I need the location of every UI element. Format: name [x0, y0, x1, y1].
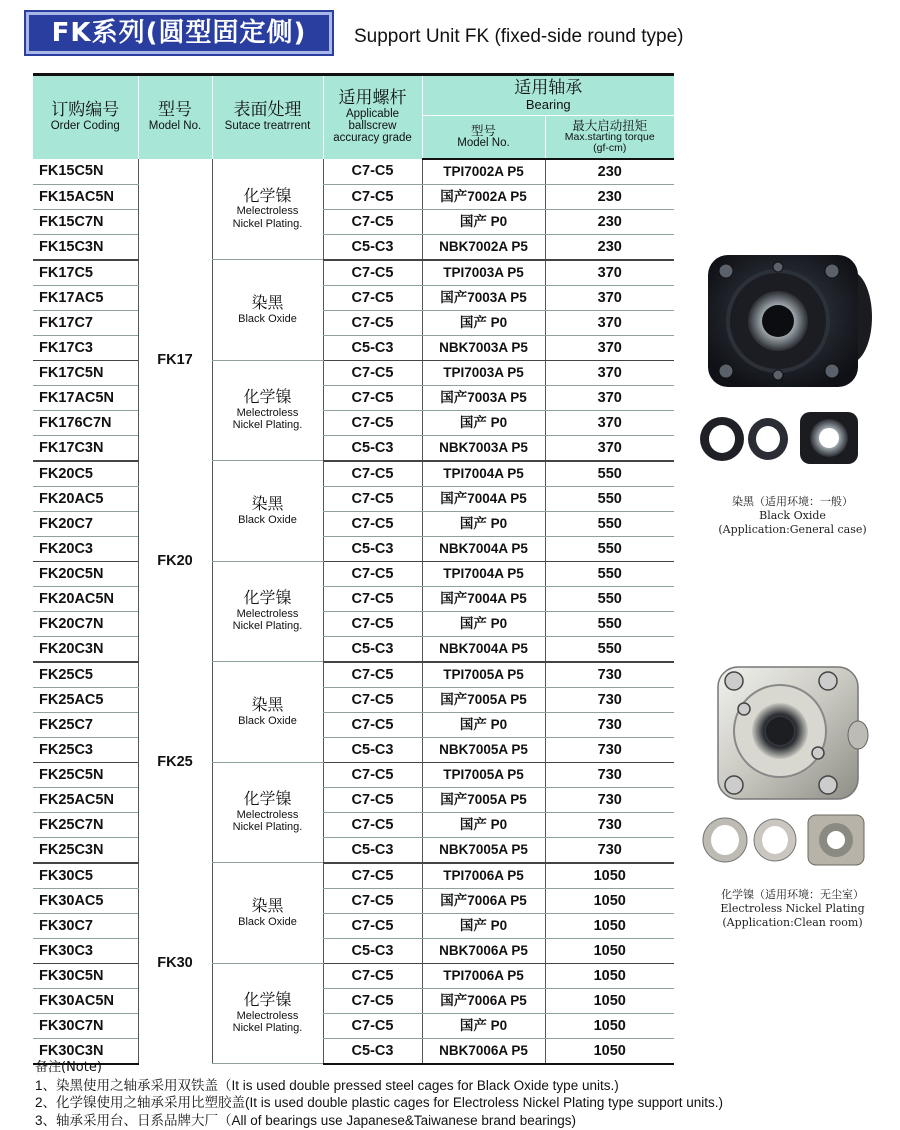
surface-name-zh: 化学镍	[243, 588, 292, 608]
torque-cell: 1050	[545, 888, 674, 913]
torque-cell: 370	[545, 410, 674, 435]
surface-name-en: Melectroless	[236, 607, 299, 620]
surface-name-en: Nickel Plating.	[232, 217, 303, 230]
grade-cell: C5-C3	[323, 938, 422, 963]
torque-cell: 730	[545, 837, 674, 863]
order-code-cell: FK30C3N	[33, 1038, 138, 1064]
table-row	[33, 963, 674, 988]
order-code-cell: FK20C7	[33, 511, 138, 536]
torque-cell: 230	[545, 209, 674, 234]
table-row	[33, 511, 674, 536]
torque-cell: 230	[545, 159, 674, 185]
torque-cell: 370	[545, 310, 674, 335]
bearing-model-cell: 国产7006A P5	[422, 988, 545, 1013]
table-row	[33, 385, 674, 410]
torque-cell: 550	[545, 511, 674, 536]
table-row	[33, 335, 674, 360]
table-row	[33, 662, 674, 688]
grade-cell: C7-C5	[323, 787, 422, 812]
surface-name-en: Nickel Plating.	[232, 419, 303, 432]
bearing-model-cell: 国产 P0	[422, 812, 545, 837]
order-code-cell: FK30C3	[33, 938, 138, 963]
torque-cell: 550	[545, 586, 674, 611]
black-oxide-unit-image	[700, 247, 885, 477]
grade-cell: C7-C5	[323, 712, 422, 737]
bearing-model-cell: NBK7005A P5	[422, 837, 545, 863]
torque-cell: 1050	[545, 863, 674, 889]
black-oxide-caption-zh: 染黑（适用环境：一般）	[732, 495, 853, 508]
torque-cell: 1050	[545, 963, 674, 988]
table-row	[33, 837, 674, 863]
order-code-cell: FK30C7	[33, 913, 138, 938]
torque-cell: 1050	[545, 988, 674, 1013]
order-code-cell: FK176C7N	[33, 410, 138, 435]
surface-name-zh: 染黑	[251, 896, 284, 916]
table-row	[33, 410, 674, 435]
table-row	[33, 285, 674, 310]
order-code-cell: FK25AC5	[33, 687, 138, 712]
grade-cell: C7-C5	[323, 486, 422, 511]
grade-cell: C5-C3	[323, 837, 422, 863]
order-code-cell: FK20AC5N	[33, 586, 138, 611]
table-row	[33, 1013, 674, 1038]
order-code-cell: FK25C7N	[33, 812, 138, 837]
bearing-model-cell: TPI7006A P5	[422, 863, 545, 889]
surface-treatment-cell	[212, 260, 323, 361]
order-code-cell: FK17C3	[33, 335, 138, 360]
torque-cell: 550	[545, 536, 674, 561]
bearing-model-cell: TPI7004A P5	[422, 561, 545, 586]
table-row	[33, 988, 674, 1013]
order-code-cell: FK30AC5N	[33, 988, 138, 1013]
grade-cell: C7-C5	[323, 913, 422, 938]
grade-cell: C7-C5	[323, 511, 422, 536]
torque-cell: 550	[545, 636, 674, 662]
surface-name-en: Black Oxide	[238, 915, 297, 928]
surface-name-zh: 染黑	[251, 695, 284, 715]
table-row	[33, 260, 674, 286]
surface-treatment-cell	[212, 360, 323, 461]
header-ballscrew-grade: 适用螺杆 Applicable ballscrew accuracy grade	[323, 75, 422, 159]
torque-cell: 730	[545, 662, 674, 688]
table-row	[33, 310, 674, 335]
order-code-cell: FK15C5N	[33, 159, 138, 185]
order-code-cell: FK20C5N	[33, 561, 138, 586]
order-code-cell: FK25C3	[33, 737, 138, 762]
surface-name-zh: 染黑	[251, 293, 284, 313]
order-code-cell: FK30C5N	[33, 963, 138, 988]
order-code-cell: FK17C3N	[33, 435, 138, 461]
grade-cell: C7-C5	[323, 888, 422, 913]
bearing-model-cell: NBK7003A P5	[422, 335, 545, 360]
torque-cell: 730	[545, 762, 674, 787]
header-bearing: 适用轴承 Bearing	[422, 75, 674, 116]
model-cell	[138, 159, 212, 260]
table-row	[33, 586, 674, 611]
order-code-cell: FK17C5	[33, 260, 138, 286]
table-row	[33, 536, 674, 561]
bearing-model-cell: TPI7006A P5	[422, 963, 545, 988]
surface-name-en: Melectroless	[236, 205, 299, 218]
table-row	[33, 435, 674, 461]
model-cell: FK25	[138, 662, 212, 863]
table-row	[33, 913, 674, 938]
grade-cell: C7-C5	[323, 310, 422, 335]
order-code-cell: FK20AC5	[33, 486, 138, 511]
grade-cell: C7-C5	[323, 461, 422, 487]
surface-treatment-cell	[212, 461, 323, 562]
surface-name-en: Black Oxide	[238, 714, 297, 727]
note-line-1: 1、染黑使用之轴承采用双铁盖（It is used double pressed steel cages for Black Oxide type units.)	[35, 1077, 619, 1093]
surface-name-en: Melectroless	[236, 406, 299, 419]
table-row	[33, 938, 674, 963]
grade-cell: C7-C5	[323, 385, 422, 410]
header-surface: 表面处理 Sutace treatrrent	[212, 75, 323, 159]
surface-name-zh: 化学镍	[243, 185, 292, 205]
table-row	[33, 812, 674, 837]
bearing-model-cell: 国产 P0	[422, 1013, 545, 1038]
header-starting-torque: 最大启动扭矩 Max.starting torque (gf-cm)	[545, 116, 674, 159]
surface-name-en: Melectroless	[236, 808, 299, 821]
bearing-model-cell: 国产7002A P5	[422, 184, 545, 209]
bearing-model-cell: 国产7003A P5	[422, 285, 545, 310]
spec-table	[33, 73, 674, 1065]
table-row	[33, 636, 674, 662]
series-title-badge: FK系列(圆型固定侧)	[26, 12, 332, 54]
black-oxide-caption-app: (Application:General case)	[718, 523, 867, 536]
table-row	[33, 159, 674, 185]
bearing-model-cell: NBK7004A P5	[422, 636, 545, 662]
note-line-2: 2、化学镍使用之轴承采用比塑胶盖(It is used double plastic cages for Electroless Nickel Plating type support units.)	[35, 1095, 723, 1110]
torque-cell: 730	[545, 737, 674, 762]
header-bearing-model: 型号 Model No.	[422, 116, 545, 159]
bearing-model-cell: 国产7003A P5	[422, 385, 545, 410]
torque-cell: 730	[545, 787, 674, 812]
order-code-cell: FK17C5N	[33, 360, 138, 385]
order-code-cell: FK17AC5	[33, 285, 138, 310]
grade-cell: C7-C5	[323, 410, 422, 435]
table-row	[33, 209, 674, 234]
table-row	[33, 461, 674, 487]
order-code-cell: FK30AC5	[33, 888, 138, 913]
note-line-3: 3、轴承采用台、日系品牌大厂（All of bearings use Japanese&Taiwanese brand bearings)	[35, 1112, 576, 1128]
bearing-model-cell: TPI7002A P5	[422, 159, 545, 185]
header-model: 型号 Model No.	[138, 75, 212, 159]
torque-cell: 370	[545, 335, 674, 360]
bearing-model-cell: 国产 P0	[422, 410, 545, 435]
surface-name-en: Black Oxide	[238, 513, 297, 526]
model-cell: FK17	[138, 260, 212, 461]
bearing-model-cell: 国产7006A P5	[422, 888, 545, 913]
bearing-model-cell: TPI7003A P5	[422, 260, 545, 286]
torque-cell: 1050	[545, 913, 674, 938]
order-code-cell: FK15C3N	[33, 234, 138, 260]
bearing-model-cell: TPI7005A P5	[422, 762, 545, 787]
order-code-cell: FK25AC5N	[33, 787, 138, 812]
bearing-model-cell: TPI7004A P5	[422, 461, 545, 487]
surface-treatment-cell	[212, 662, 323, 763]
grade-cell: C7-C5	[323, 260, 422, 286]
grade-cell: C7-C5	[323, 561, 422, 586]
notes	[35, 1059, 723, 1129]
grade-cell: C5-C3	[323, 335, 422, 360]
torque-cell: 1050	[545, 938, 674, 963]
notes-title: 备注(Note)	[35, 1060, 102, 1075]
grade-cell: C5-C3	[323, 636, 422, 662]
bearing-model-cell: NBK7002A P5	[422, 234, 545, 260]
black-oxide-caption	[690, 495, 895, 537]
torque-cell: 370	[545, 360, 674, 385]
bearing-model-cell: 国产 P0	[422, 310, 545, 335]
grade-cell: C5-C3	[323, 435, 422, 461]
grade-cell: C7-C5	[323, 611, 422, 636]
bearing-model-cell: TPI7005A P5	[422, 662, 545, 688]
grade-cell: C7-C5	[323, 1013, 422, 1038]
model-cell: FK30	[138, 863, 212, 1064]
table-row	[33, 234, 674, 260]
table-row	[33, 611, 674, 636]
order-code-cell: FK20C7N	[33, 611, 138, 636]
table-row	[33, 360, 674, 385]
torque-cell: 730	[545, 687, 674, 712]
black-oxide-caption-en: Black Oxide	[759, 509, 826, 522]
order-code-cell: FK17C7	[33, 310, 138, 335]
spec-table-body	[33, 159, 674, 1064]
table-row	[33, 687, 674, 712]
bearing-model-cell: NBK7005A P5	[422, 737, 545, 762]
table-row	[33, 888, 674, 913]
bearing-model-cell: 国产 P0	[422, 611, 545, 636]
bearing-model-cell: 国产 P0	[422, 913, 545, 938]
table-row	[33, 486, 674, 511]
surface-treatment-cell	[212, 762, 323, 863]
table-row	[33, 184, 674, 209]
order-code-cell: FK20C3	[33, 536, 138, 561]
torque-cell: 550	[545, 486, 674, 511]
torque-cell: 550	[545, 561, 674, 586]
bearing-model-cell: TPI7003A P5	[422, 360, 545, 385]
table-row	[33, 561, 674, 586]
torque-cell: 370	[545, 260, 674, 286]
surface-name-en: Nickel Plating.	[232, 620, 303, 633]
torque-cell: 370	[545, 435, 674, 461]
torque-cell: 230	[545, 234, 674, 260]
torque-cell: 550	[545, 461, 674, 487]
surface-treatment-cell	[212, 561, 323, 662]
table-row	[33, 737, 674, 762]
bearing-model-cell: 国产 P0	[422, 511, 545, 536]
table-row	[33, 762, 674, 787]
nickel-caption-app: (Application:Clean room)	[722, 916, 863, 929]
grade-cell: C7-C5	[323, 209, 422, 234]
torque-cell: 550	[545, 611, 674, 636]
grade-cell: C7-C5	[323, 988, 422, 1013]
bearing-model-cell: 国产7005A P5	[422, 787, 545, 812]
nickel-caption-zh: 化学镍（适用环境：无尘室）	[721, 888, 864, 901]
surface-name-en: Nickel Plating.	[232, 821, 303, 834]
order-code-cell: FK20C5	[33, 461, 138, 487]
grade-cell: C7-C5	[323, 963, 422, 988]
nickel-caption-en: Electroless Nickel Plating	[720, 902, 865, 915]
order-code-cell: FK15AC5N	[33, 184, 138, 209]
grade-cell: C7-C5	[323, 586, 422, 611]
grade-cell: C5-C3	[323, 1038, 422, 1064]
order-code-cell: FK25C7	[33, 712, 138, 737]
grade-cell: C7-C5	[323, 184, 422, 209]
bearing-model-cell: 国产7004A P5	[422, 486, 545, 511]
grade-cell: C7-C5	[323, 687, 422, 712]
torque-cell: 370	[545, 385, 674, 410]
surface-treatment-cell	[212, 863, 323, 964]
bearing-model-cell: 国产7004A P5	[422, 586, 545, 611]
torque-cell: 730	[545, 812, 674, 837]
order-code-cell: FK15C7N	[33, 209, 138, 234]
bearing-model-cell: NBK7006A P5	[422, 938, 545, 963]
nickel-caption	[690, 888, 895, 930]
surface-name-en: Black Oxide	[238, 312, 297, 325]
bearing-model-cell: 国产 P0	[422, 209, 545, 234]
bearing-model-cell: NBK7004A P5	[422, 536, 545, 561]
surface-name-zh: 化学镍	[243, 789, 292, 809]
order-code-cell: FK25C3N	[33, 837, 138, 863]
surface-name-zh: 化学镍	[243, 990, 292, 1010]
grade-cell: C7-C5	[323, 159, 422, 185]
order-code-cell: FK17AC5N	[33, 385, 138, 410]
grade-cell: C7-C5	[323, 662, 422, 688]
order-code-cell: FK30C5	[33, 863, 138, 889]
surface-name-zh: 染黑	[251, 494, 284, 514]
grade-cell: C7-C5	[323, 762, 422, 787]
torque-cell: 370	[545, 285, 674, 310]
grade-cell: C5-C3	[323, 536, 422, 561]
surface-name-en: Nickel Plating.	[232, 1022, 303, 1035]
bearing-model-cell: NBK7003A P5	[422, 435, 545, 461]
grade-cell: C5-C3	[323, 234, 422, 260]
header-order-coding: 订购编号 Order Coding	[33, 75, 138, 159]
torque-cell: 1050	[545, 1013, 674, 1038]
series-title-english: Support Unit FK (fixed-side round type)	[354, 26, 684, 47]
bearing-model-cell: 国产7005A P5	[422, 687, 545, 712]
grade-cell: C7-C5	[323, 360, 422, 385]
surface-name-zh: 化学镍	[243, 387, 292, 407]
bearing-model-cell: 国产 P0	[422, 712, 545, 737]
nickel-plated-unit-image	[700, 655, 885, 870]
surface-name-en: Melectroless	[236, 1009, 299, 1022]
order-code-cell: FK30C7N	[33, 1013, 138, 1038]
order-code-cell: FK25C5	[33, 662, 138, 688]
surface-treatment-cell	[212, 963, 323, 1064]
table-row	[33, 712, 674, 737]
table-row	[33, 863, 674, 889]
torque-cell: 230	[545, 184, 674, 209]
torque-cell: 730	[545, 712, 674, 737]
grade-cell: C7-C5	[323, 285, 422, 310]
order-code-cell: FK20C3N	[33, 636, 138, 662]
grade-cell: C5-C3	[323, 737, 422, 762]
grade-cell: C7-C5	[323, 863, 422, 889]
grade-cell: C7-C5	[323, 812, 422, 837]
model-cell: FK20	[138, 461, 212, 662]
torque-cell: 1050	[545, 1038, 674, 1064]
surface-treatment-cell	[212, 159, 323, 260]
order-code-cell: FK25C5N	[33, 762, 138, 787]
table-row	[33, 787, 674, 812]
bearing-model-cell: NBK7006A P5	[422, 1038, 545, 1064]
